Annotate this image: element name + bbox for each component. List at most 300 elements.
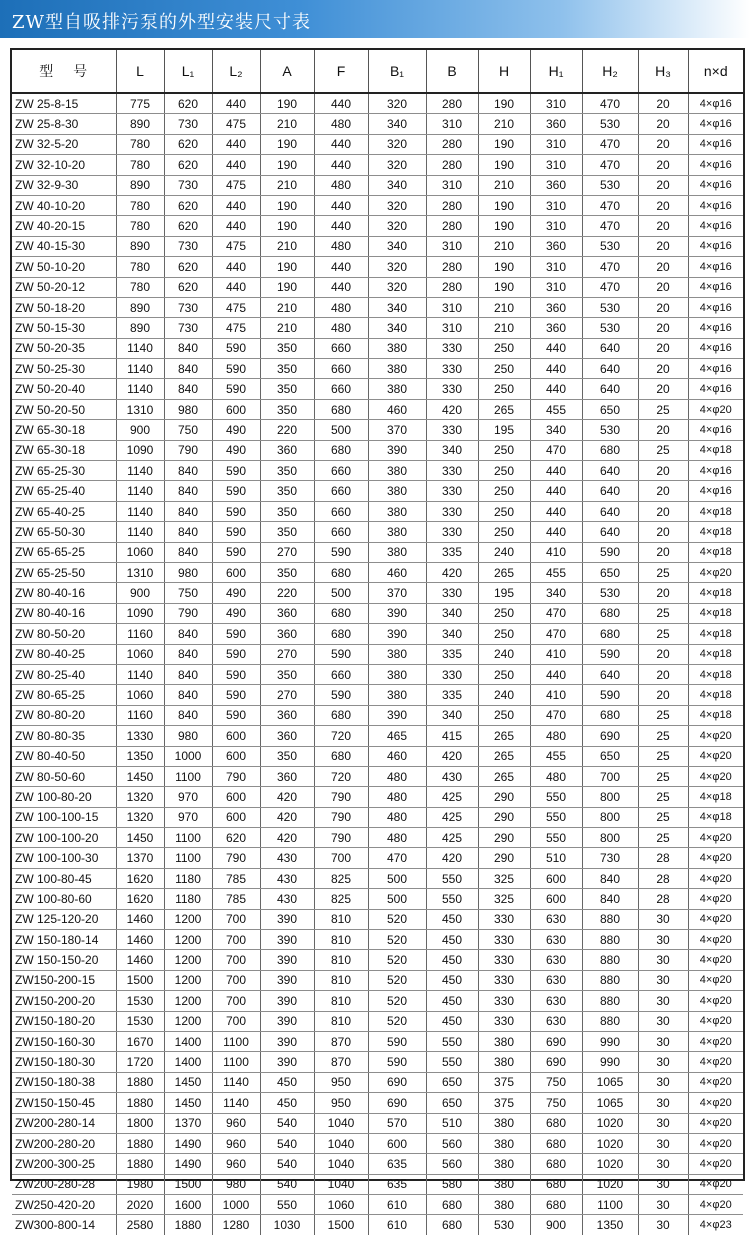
model-cell: ZW 80-65-25 xyxy=(12,685,116,705)
header-A: A xyxy=(260,50,314,93)
header-nxd: n×d xyxy=(688,50,743,93)
table-row xyxy=(12,440,743,460)
dimension-cell: 1060 xyxy=(314,1195,368,1215)
dimension-cell: 4×φ20 xyxy=(688,726,743,746)
dimension-cell: 310 xyxy=(426,297,478,317)
dimension-cell: 320 xyxy=(368,277,426,297)
dimension-cell: 195 xyxy=(478,583,530,603)
model-cell: ZW 150-150-20 xyxy=(12,950,116,970)
dimension-cell: 1450 xyxy=(116,828,164,848)
table-row xyxy=(12,1093,743,1113)
dimension-cell: 340 xyxy=(426,603,478,623)
dimension-cell: 1100 xyxy=(212,1052,260,1072)
dimension-cell: 660 xyxy=(314,359,368,379)
dimension-cell: 880 xyxy=(582,909,638,929)
dimension-cell: 590 xyxy=(212,379,260,399)
dimension-cell: 330 xyxy=(426,461,478,481)
model-cell: ZW 50-18-20 xyxy=(12,297,116,317)
table-row xyxy=(12,746,743,766)
dimension-cell: 480 xyxy=(368,828,426,848)
dimension-cell: 4×φ20 xyxy=(688,562,743,582)
dimension-cell: 700 xyxy=(212,950,260,970)
dimension-cell: 420 xyxy=(426,399,478,419)
model-cell: ZW 32-10-20 xyxy=(12,155,116,175)
dimension-cell: 870 xyxy=(314,1052,368,1072)
model-cell: ZW150-180-38 xyxy=(12,1072,116,1092)
dimension-cell: 20 xyxy=(638,236,688,256)
dimension-cell: 1140 xyxy=(116,501,164,521)
dimension-cell: 530 xyxy=(582,318,638,338)
dimension-cell: 590 xyxy=(212,481,260,501)
dimension-cell: 520 xyxy=(368,1011,426,1031)
dimension-cell: 970 xyxy=(164,787,212,807)
dimension-cell: 590 xyxy=(368,1031,426,1051)
model-cell: ZW 100-80-20 xyxy=(12,787,116,807)
dimension-cell: 1600 xyxy=(164,1195,212,1215)
table-row xyxy=(12,970,743,990)
model-cell: ZW150-180-30 xyxy=(12,1052,116,1072)
dimension-cell: 880 xyxy=(582,950,638,970)
table-row xyxy=(12,930,743,950)
dimension-cell: 4×φ20 xyxy=(688,950,743,970)
dimension-cell: 360 xyxy=(260,603,314,623)
dimension-cell: 700 xyxy=(212,909,260,929)
model-cell: ZW200-280-28 xyxy=(12,1174,116,1194)
dimension-cell: 4×φ16 xyxy=(688,236,743,256)
dimension-cell: 30 xyxy=(638,1011,688,1031)
dimension-cell: 520 xyxy=(368,991,426,1011)
dimension-cell: 1620 xyxy=(116,889,164,909)
dimension-cell: 840 xyxy=(164,624,212,644)
dimension-cell: 430 xyxy=(260,889,314,909)
header-L2: L₂ xyxy=(212,50,260,93)
dimension-cell: 680 xyxy=(530,1133,582,1153)
dimension-cell: 680 xyxy=(426,1195,478,1215)
dimension-cell: 690 xyxy=(368,1093,426,1113)
dimension-cell: 420 xyxy=(426,746,478,766)
dimension-cell: 360 xyxy=(260,705,314,725)
dimension-cell: 640 xyxy=(582,338,638,358)
dimension-cell: 380 xyxy=(368,501,426,521)
dimension-cell: 1460 xyxy=(116,950,164,970)
dimension-cell: 20 xyxy=(638,501,688,521)
dimension-cell: 250 xyxy=(478,379,530,399)
dimension-cell: 810 xyxy=(314,1011,368,1031)
dimension-cell: 425 xyxy=(426,828,478,848)
dimension-cell: 1490 xyxy=(164,1154,212,1174)
dimension-cell: 660 xyxy=(314,379,368,399)
dimension-cell: 700 xyxy=(212,970,260,990)
dimension-cell: 590 xyxy=(212,664,260,684)
header-H2: H₂ xyxy=(582,50,638,93)
model-cell: ZW 100-80-60 xyxy=(12,889,116,909)
dimension-cell: 20 xyxy=(638,277,688,297)
dimension-cell: 20 xyxy=(638,175,688,195)
dimension-cell: 470 xyxy=(582,257,638,277)
dimension-cell: 1500 xyxy=(164,1174,212,1194)
dimension-cell: 500 xyxy=(314,583,368,603)
dimension-cell: 1040 xyxy=(314,1154,368,1174)
model-cell: ZW 65-50-30 xyxy=(12,522,116,542)
dimension-cell: 250 xyxy=(478,522,530,542)
dimension-cell: 25 xyxy=(638,726,688,746)
dimension-cell: 440 xyxy=(212,277,260,297)
dimension-cell: 810 xyxy=(314,970,368,990)
dimension-cell: 455 xyxy=(530,562,582,582)
dimension-cell: 590 xyxy=(212,501,260,521)
dimension-cell: 1040 xyxy=(314,1174,368,1194)
dimension-cell: 4×φ18 xyxy=(688,644,743,664)
dimension-cell: 640 xyxy=(582,359,638,379)
dimension-cell: 680 xyxy=(314,603,368,623)
dimension-cell: 220 xyxy=(260,420,314,440)
model-cell: ZW 50-20-40 xyxy=(12,379,116,399)
dimension-cell: 690 xyxy=(368,1072,426,1092)
dimension-cell: 440 xyxy=(314,155,368,175)
dimension-cell: 190 xyxy=(478,257,530,277)
dimension-cell: 620 xyxy=(164,195,212,215)
dimension-cell: 330 xyxy=(478,950,530,970)
dimension-cell: 380 xyxy=(368,542,426,562)
dimension-cell: 540 xyxy=(260,1154,314,1174)
dimension-cell: 440 xyxy=(314,134,368,154)
dimension-cell: 590 xyxy=(212,644,260,664)
model-cell: ZW200-280-20 xyxy=(12,1133,116,1153)
header-L: L xyxy=(116,50,164,93)
model-cell: ZW 50-20-35 xyxy=(12,338,116,358)
dimension-cell: 540 xyxy=(260,1174,314,1194)
header-H: H xyxy=(478,50,530,93)
dimension-cell: 1450 xyxy=(164,1072,212,1092)
dimension-cell: 840 xyxy=(164,644,212,664)
dimension-cell: 660 xyxy=(314,461,368,481)
dimension-cell: 550 xyxy=(426,1031,478,1051)
dimension-cell: 4×φ18 xyxy=(688,501,743,521)
dimension-cell: 750 xyxy=(164,420,212,440)
dimension-cell: 4×φ20 xyxy=(688,930,743,950)
dimension-cell: 20 xyxy=(638,583,688,603)
dimension-cell: 265 xyxy=(478,399,530,419)
dimension-cell: 1200 xyxy=(164,909,212,929)
dimension-cell: 1350 xyxy=(116,746,164,766)
dimension-cell: 840 xyxy=(164,379,212,399)
dimension-cell: 900 xyxy=(116,583,164,603)
dimension-cell: 550 xyxy=(530,828,582,848)
dimension-cell: 310 xyxy=(530,257,582,277)
dimension-cell: 30 xyxy=(638,1093,688,1113)
dimension-cell: 1200 xyxy=(164,1011,212,1031)
dimension-cell: 730 xyxy=(164,114,212,134)
dimension-cell: 20 xyxy=(638,93,688,114)
dimension-cell: 330 xyxy=(478,991,530,1011)
dimension-cell: 620 xyxy=(164,257,212,277)
dimension-cell: 320 xyxy=(368,155,426,175)
dimension-cell: 700 xyxy=(212,930,260,950)
dimension-cell: 4×φ16 xyxy=(688,93,743,114)
dimension-cell: 1140 xyxy=(116,461,164,481)
dimension-cell: 310 xyxy=(530,134,582,154)
table-row xyxy=(12,644,743,664)
dimension-cell: 450 xyxy=(426,991,478,1011)
dimension-cell: 440 xyxy=(212,155,260,175)
dimension-cell: 4×φ16 xyxy=(688,195,743,215)
dimension-cell: 470 xyxy=(530,603,582,623)
dimension-cell: 440 xyxy=(530,359,582,379)
dimension-cell: 1090 xyxy=(116,603,164,623)
dimension-cell: 590 xyxy=(314,542,368,562)
dimension-cell: 890 xyxy=(116,236,164,256)
model-cell: ZW 80-80-20 xyxy=(12,705,116,725)
model-cell: ZW 50-10-20 xyxy=(12,257,116,277)
dimension-cell: 4×φ16 xyxy=(688,216,743,236)
dimension-cell: 440 xyxy=(212,134,260,154)
dimension-cell: 30 xyxy=(638,1133,688,1153)
dimension-cell: 30 xyxy=(638,991,688,1011)
dimension-cell: 390 xyxy=(260,991,314,1011)
dimension-cell: 330 xyxy=(478,930,530,950)
dimension-cell: 4×φ20 xyxy=(688,746,743,766)
dimension-cell: 330 xyxy=(426,379,478,399)
dimension-cell: 430 xyxy=(260,848,314,868)
dimension-cell: 590 xyxy=(212,522,260,542)
model-cell: ZW 100-100-15 xyxy=(12,807,116,827)
dimension-cell: 960 xyxy=(212,1133,260,1153)
dimension-cell: 730 xyxy=(164,236,212,256)
dimension-cell: 240 xyxy=(478,644,530,664)
dimension-cell: 470 xyxy=(582,93,638,114)
dimension-cell: 730 xyxy=(164,318,212,338)
dimension-cell: 1090 xyxy=(116,440,164,460)
model-cell: ZW 50-15-30 xyxy=(12,318,116,338)
dimension-cell: 320 xyxy=(368,257,426,277)
dimension-cell: 460 xyxy=(368,746,426,766)
dimension-cell: 1450 xyxy=(116,766,164,786)
dimension-cell: 430 xyxy=(260,868,314,888)
dimension-cell: 380 xyxy=(368,685,426,705)
dimension-cell: 1140 xyxy=(116,664,164,684)
dimension-cell: 450 xyxy=(426,909,478,929)
dimension-cell: 265 xyxy=(478,746,530,766)
table-row xyxy=(12,155,743,175)
dimension-cell: 840 xyxy=(164,664,212,684)
dimension-cell: 310 xyxy=(530,277,582,297)
dimension-cell: 380 xyxy=(478,1113,530,1133)
dimension-cell: 420 xyxy=(426,848,478,868)
dimension-cell: 1620 xyxy=(116,868,164,888)
model-cell: ZW 32-5-20 xyxy=(12,134,116,154)
dimension-cell: 500 xyxy=(368,889,426,909)
table-row xyxy=(12,175,743,195)
dimension-cell: 1140 xyxy=(116,379,164,399)
model-cell: ZW 40-10-20 xyxy=(12,195,116,215)
dimension-cell: 340 xyxy=(368,114,426,134)
dimension-cell: 310 xyxy=(426,236,478,256)
dimension-cell: 30 xyxy=(638,930,688,950)
dimension-cell: 325 xyxy=(478,889,530,909)
dimension-cell: 190 xyxy=(478,216,530,236)
dimension-cell: 350 xyxy=(260,359,314,379)
dimension-table-frame xyxy=(10,48,745,1233)
dimension-cell: 440 xyxy=(530,379,582,399)
dimension-cell: 210 xyxy=(260,236,314,256)
dimension-cell: 470 xyxy=(530,624,582,644)
dimension-cell: 25 xyxy=(638,807,688,827)
dimension-cell: 1530 xyxy=(116,1011,164,1031)
dimension-cell: 680 xyxy=(314,440,368,460)
dimension-cell: 1330 xyxy=(116,726,164,746)
dimension-cell: 440 xyxy=(212,257,260,277)
dimension-cell: 1200 xyxy=(164,991,212,1011)
dimension-cell: 4×φ20 xyxy=(688,868,743,888)
dimension-cell: 310 xyxy=(426,175,478,195)
dimension-cell: 1400 xyxy=(164,1052,212,1072)
dimension-cell: 840 xyxy=(164,522,212,542)
table-row xyxy=(12,461,743,481)
dimension-cell: 280 xyxy=(426,93,478,114)
dimension-cell: 950 xyxy=(314,1093,368,1113)
dimension-cell: 650 xyxy=(426,1072,478,1092)
dimension-cell: 210 xyxy=(478,236,530,256)
dimension-cell: 660 xyxy=(314,501,368,521)
dimension-cell: 460 xyxy=(368,562,426,582)
dimension-cell: 4×φ18 xyxy=(688,440,743,460)
dimension-cell: 790 xyxy=(314,807,368,827)
dimension-cell: 880 xyxy=(582,991,638,1011)
dimension-cell: 310 xyxy=(530,195,582,215)
dimension-cell: 900 xyxy=(530,1215,582,1235)
dimension-cell: 560 xyxy=(426,1133,478,1153)
dimension-cell: 410 xyxy=(530,542,582,562)
dimension-cell: 475 xyxy=(212,236,260,256)
table-row xyxy=(12,624,743,644)
dimension-cell: 350 xyxy=(260,338,314,358)
table-row xyxy=(12,277,743,297)
dimension-cell: 420 xyxy=(260,828,314,848)
dimension-cell: 4×φ18 xyxy=(688,664,743,684)
dimension-cell: 30 xyxy=(638,950,688,970)
dimension-cell: 370 xyxy=(368,583,426,603)
dimension-cell: 360 xyxy=(260,440,314,460)
dimension-cell: 530 xyxy=(582,583,638,603)
dimension-cell: 440 xyxy=(314,195,368,215)
dimension-cell: 680 xyxy=(314,705,368,725)
dimension-cell: 680 xyxy=(582,705,638,725)
dimension-cell: 680 xyxy=(314,399,368,419)
dimension-cell: 590 xyxy=(582,644,638,664)
dimension-cell: 1040 xyxy=(314,1133,368,1153)
dimension-cell: 590 xyxy=(212,461,260,481)
dimension-cell: 470 xyxy=(582,277,638,297)
dimension-cell: 270 xyxy=(260,685,314,705)
dimension-cell: 640 xyxy=(582,522,638,542)
dimension-cell: 440 xyxy=(530,481,582,501)
dimension-cell: 330 xyxy=(426,481,478,501)
table-row xyxy=(12,807,743,827)
dimension-cell: 1060 xyxy=(116,685,164,705)
model-cell: ZW 50-20-12 xyxy=(12,277,116,297)
dimension-cell: 4×φ20 xyxy=(688,1174,743,1194)
dimension-cell: 1880 xyxy=(116,1072,164,1092)
dimension-cell: 330 xyxy=(426,338,478,358)
dimension-cell: 480 xyxy=(368,766,426,786)
dimension-cell: 475 xyxy=(212,114,260,134)
dimension-cell: 480 xyxy=(314,297,368,317)
dimension-cell: 210 xyxy=(260,297,314,317)
table-row xyxy=(12,889,743,909)
dimension-cell: 610 xyxy=(368,1195,426,1215)
dimension-cell: 420 xyxy=(260,807,314,827)
dimension-cell: 380 xyxy=(368,359,426,379)
dimension-cell: 340 xyxy=(426,440,478,460)
dimension-cell: 330 xyxy=(426,583,478,603)
dimension-cell: 1140 xyxy=(116,359,164,379)
dimension-cell: 620 xyxy=(164,93,212,114)
dimension-cell: 840 xyxy=(582,868,638,888)
dimension-cell: 340 xyxy=(530,420,582,440)
dimension-cell: 680 xyxy=(530,1195,582,1215)
dimension-cell: 700 xyxy=(212,991,260,1011)
dimension-cell: 880 xyxy=(582,970,638,990)
dimension-cell: 4×φ18 xyxy=(688,705,743,725)
dimension-cell: 680 xyxy=(530,1154,582,1174)
dimension-cell: 480 xyxy=(314,114,368,134)
dimension-cell: 350 xyxy=(260,399,314,419)
dimension-cell: 190 xyxy=(260,155,314,175)
dimension-cell: 450 xyxy=(426,930,478,950)
dimension-cell: 620 xyxy=(164,155,212,175)
dimension-cell: 780 xyxy=(116,155,164,175)
dimension-cell: 4×φ18 xyxy=(688,787,743,807)
dimension-cell: 1140 xyxy=(116,522,164,542)
dimension-cell: 360 xyxy=(260,624,314,644)
dimension-cell: 410 xyxy=(530,685,582,705)
dimension-cell: 1030 xyxy=(260,1215,314,1235)
dimension-cell: 190 xyxy=(260,195,314,215)
dimension-cell: 1180 xyxy=(164,889,212,909)
dimension-cell: 20 xyxy=(638,338,688,358)
dimension-cell: 4×φ20 xyxy=(688,970,743,990)
dimension-cell: 465 xyxy=(368,726,426,746)
dimension-cell: 380 xyxy=(368,522,426,542)
dimension-cell: 785 xyxy=(212,889,260,909)
dimension-cell: 190 xyxy=(478,277,530,297)
dimension-cell: 390 xyxy=(260,930,314,950)
table-row xyxy=(12,318,743,338)
table-row xyxy=(12,379,743,399)
dimension-cell: 190 xyxy=(260,216,314,236)
dimension-cell: 4×φ16 xyxy=(688,277,743,297)
dimension-cell: 320 xyxy=(368,93,426,114)
dimension-cell: 4×φ16 xyxy=(688,318,743,338)
dimension-cell: 880 xyxy=(582,930,638,950)
table-row xyxy=(12,1031,743,1051)
dimension-cell: 330 xyxy=(426,522,478,542)
dimension-cell: 780 xyxy=(116,277,164,297)
dimension-cell: 20 xyxy=(638,644,688,664)
dimension-cell: 380 xyxy=(368,664,426,684)
dimension-cell: 750 xyxy=(530,1093,582,1113)
dimension-cell: 320 xyxy=(368,216,426,236)
dimension-cell: 630 xyxy=(530,1011,582,1031)
dimension-cell: 380 xyxy=(478,1174,530,1194)
table-row xyxy=(12,338,743,358)
table-row xyxy=(12,1154,743,1174)
dimension-cell: 340 xyxy=(426,624,478,644)
dimension-cell: 280 xyxy=(426,195,478,215)
dimension-cell: 520 xyxy=(368,950,426,970)
model-cell: ZW 50-20-50 xyxy=(12,399,116,419)
dimension-cell: 30 xyxy=(638,1031,688,1051)
